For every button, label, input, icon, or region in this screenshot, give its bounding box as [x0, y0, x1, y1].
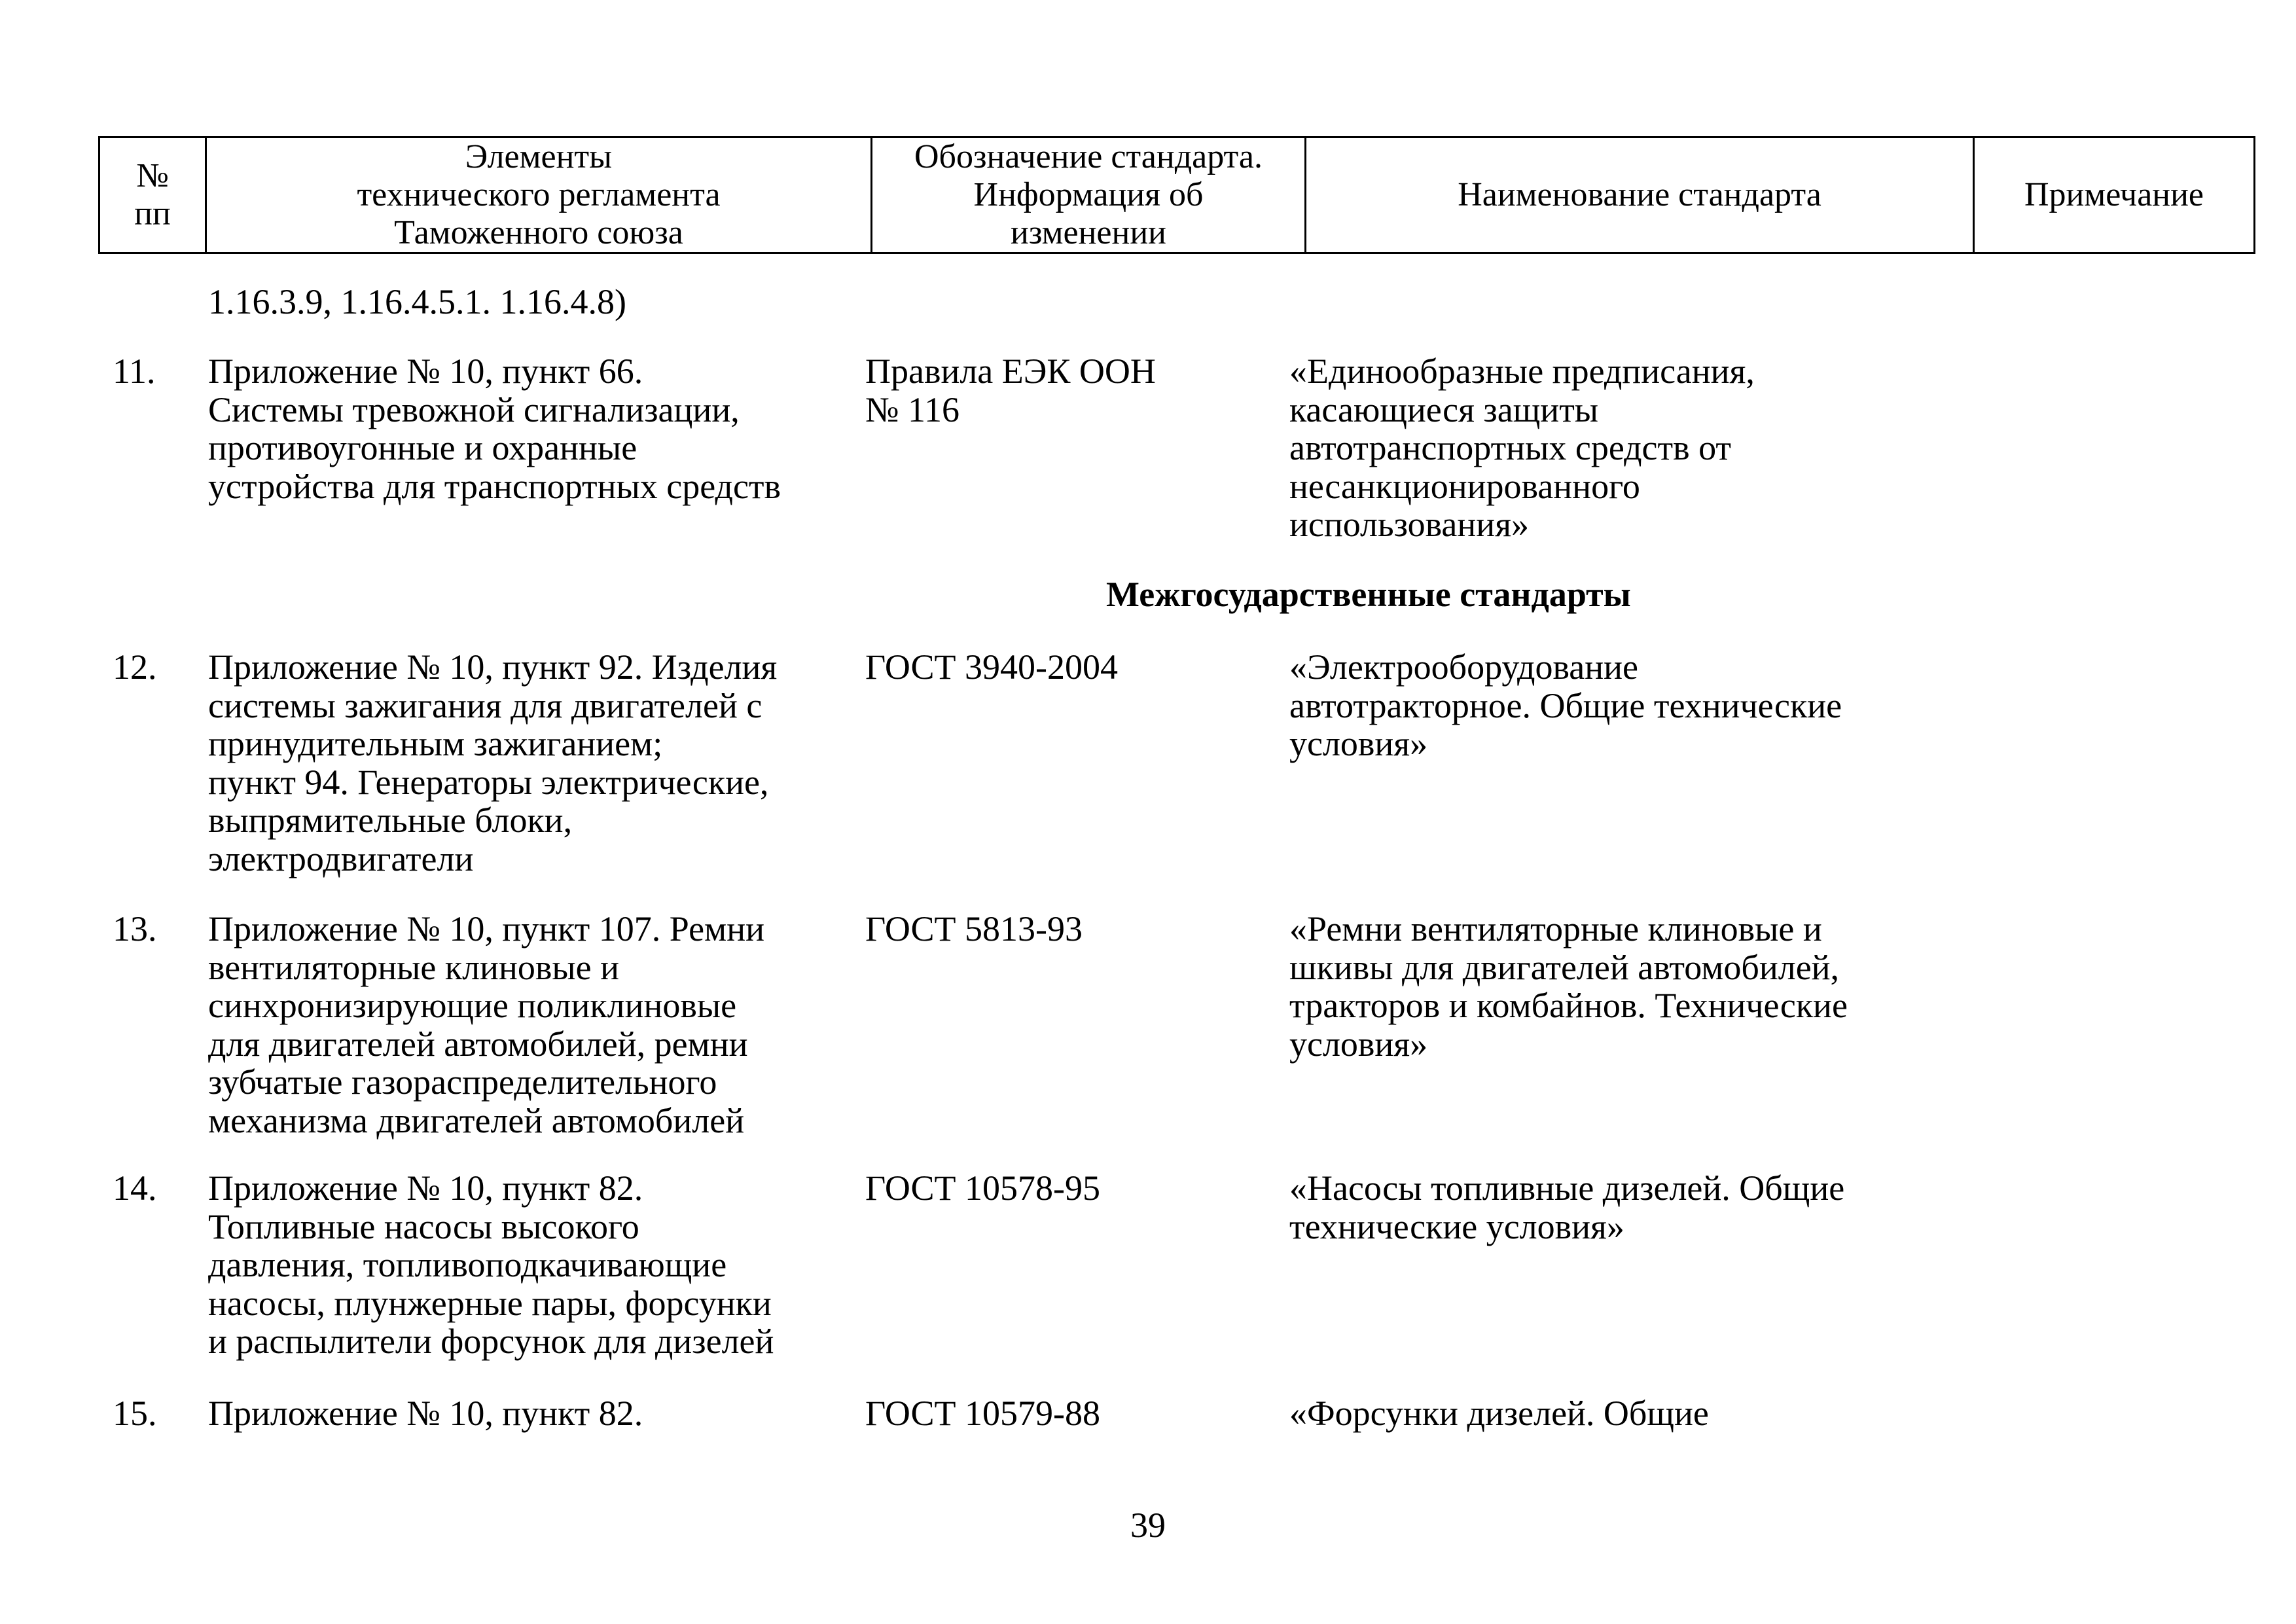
- continuation-elements: 1.16.3.9, 1.16.4.5.1. 1.16.4.8): [208, 282, 626, 321]
- row-designation: ГОСТ 5813-93: [865, 909, 1083, 948]
- row-elements: Приложение № 10, пункт 107. Ремни вентиляторные клиновые и синхронизирующие поликлиновые для двигателей автомобилей, ремни зубчатые газораспределительного механизма двигателей автомобилей: [208, 909, 765, 1140]
- header-elements: Элементы технического регламента Таможенного союза: [206, 137, 872, 253]
- row-number: 15.: [113, 1394, 157, 1433]
- table-header: [98, 136, 2255, 254]
- row-number: 13.: [113, 909, 157, 948]
- row-elements: Приложение № 10, пункт 82. Топливные насосы высокого давления, топливоподкачивающие насосы, плунжерные пары, форсунки и распылители форсунок для дизелей: [208, 1168, 774, 1361]
- header-standard-name: Наименование стандарта: [1306, 137, 1974, 253]
- row-standard-name: «Единообразные предписания, касающиеся защиты автотранспортных средств от несанкционированного использования»: [1289, 352, 1755, 544]
- row-designation: ГОСТ 3940-2004: [865, 647, 1119, 687]
- row-designation: Правила ЕЭК ООН № 116: [865, 352, 1156, 429]
- row-designation: ГОСТ 10579-88: [865, 1394, 1101, 1433]
- page-number: 39: [1130, 1506, 1166, 1545]
- row-elements: Приложение № 10, пункт 66. Системы тревожной сигнализации, противоугонные и охранные устройства для транспортных средств: [208, 352, 781, 506]
- row-standard-name: «Электрооборудование автотракторное. Общие технические условия»: [1289, 647, 1842, 763]
- row-standard-name: «Насосы топливные дизелей. Общие технические условия»: [1289, 1168, 1845, 1246]
- header-number: № пп: [99, 137, 206, 253]
- row-elements: Приложение № 10, пункт 92. Изделия системы зажигания для двигателей с принудительным зажиганием; пункт 94. Генераторы электрические, выпрямительные блоки, электродвигатели: [208, 647, 778, 878]
- header-designation: Обозначение стандарта. Информация об изменении: [872, 137, 1306, 253]
- section-title: Межгосударственные стандарты: [1106, 575, 1631, 614]
- row-standard-name: «Форсунки дизелей. Общие: [1289, 1394, 1709, 1433]
- row-designation: ГОСТ 10578-95: [865, 1168, 1101, 1208]
- row-number: 14.: [113, 1168, 157, 1208]
- row-elements: Приложение № 10, пункт 82.: [208, 1394, 643, 1433]
- row-number: 12.: [113, 647, 157, 687]
- row-standard-name: «Ремни вентиляторные клиновые и шкивы для двигателей автомобилей, тракторов и комбайнов. Технические условия»: [1289, 909, 1848, 1064]
- header-note: Примечание: [1974, 137, 2255, 253]
- row-number: 11.: [113, 352, 156, 391]
